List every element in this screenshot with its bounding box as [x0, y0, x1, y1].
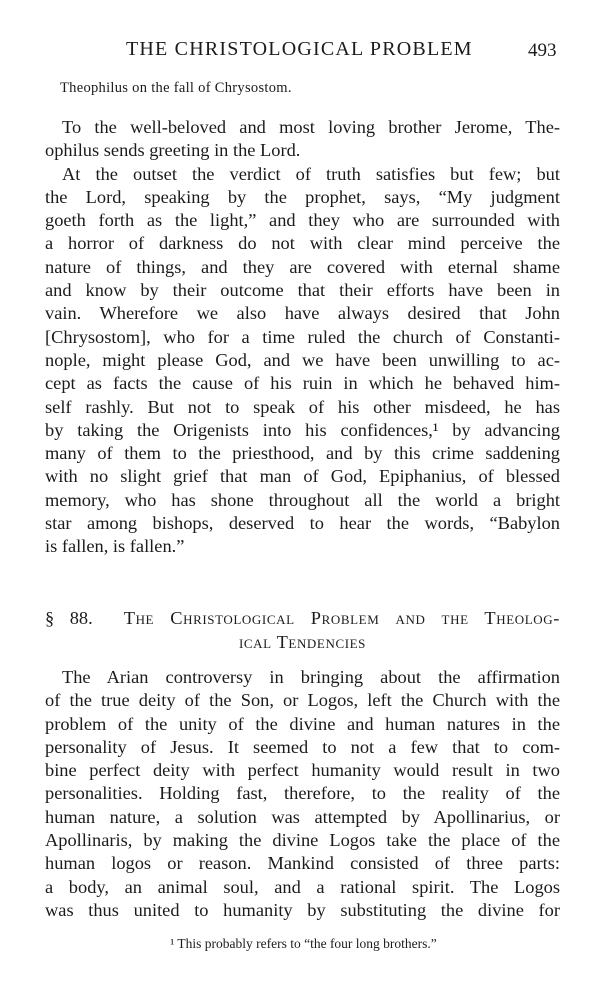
body-line: personality of Jesus. It seemed to not a few that to com- [45, 736, 560, 757]
letter-line: nople, might please God, and we have been unwilling to ac- [45, 349, 560, 370]
letter-line: At the outset the verdict of truth satisfies but few; but [62, 163, 560, 184]
letter-line: the Lord, speaking by the prophet, says, “My judgment [45, 186, 560, 207]
letter-line: many of them to the priesthood, and by this crime saddening [45, 443, 560, 464]
body-line: of the true deity of the Son, or Logos, left the Church with the [45, 690, 560, 711]
letter-line: ophilus sends greeting in the Lord. [45, 140, 301, 161]
section-title-part-2: ical Tendencies [238, 632, 367, 652]
body-line: personalities. Holding fast, therefore, to the reality of the [45, 783, 560, 804]
running-head [0, 38, 607, 64]
body-line: Apollinaris, by making the divine Logos take the place of the [45, 830, 560, 851]
letter-line: with no slight grief that man of God, Epiphanius, of blessed [45, 466, 560, 487]
letter-text [45, 116, 560, 559]
body-line: a body, an animal soul, and a rational spirit. The Logos [45, 876, 560, 897]
letter-line: nature of things, and they are covered with eternal shame [45, 256, 560, 277]
letter-line: is fallen, is fallen.” [45, 536, 185, 557]
body-line: human logos or reason. Mankind consisted of three parts: [45, 853, 560, 874]
letter-line: a horror of darkness do not with clear mind perceive the [45, 233, 560, 254]
body-line: The Arian controversy in bringing about the affirmation [62, 667, 560, 687]
letter-line: star among bishops, deserved to hear the words, “Babylon [45, 513, 560, 534]
letter-line: and know by their outcome that their efforts have been in [45, 280, 560, 301]
letter-line: self rashly. But not to speak of his other misdeed, he has [45, 396, 560, 417]
body-line: was thus united to humanity by substituting the divine for [45, 899, 560, 920]
body-line: bine perfect deity with perfect humanity would result in two [45, 760, 560, 781]
letter-line: To the well-beloved and most loving brother Jerome, The- [62, 117, 560, 137]
letter-line: [Chrysostom], who for a time ruled the church of Constanti- [45, 326, 560, 347]
section-title-part-1: The Christological Problem and the Theolog- [123, 608, 560, 628]
section-heading [45, 606, 560, 654]
letter-line: vain. Wherefore we also have always desired that John [45, 303, 560, 324]
letter-subhead: Theophilus on the fall of Chrysostom. [60, 80, 292, 96]
letter-line: goeth forth as the light,” and they who are surrounded with [45, 210, 560, 231]
body-text [45, 666, 560, 922]
body-line: human nature, a solution was attempted by Apollinarius, or [45, 806, 560, 827]
running-title: THE CHRISTOLOGICAL PROBLEM [126, 38, 473, 60]
page-number: 493 [528, 40, 557, 61]
footnote: ¹ This probably refers to “the four long brothers.” [170, 936, 437, 951]
body-line: problem of the unity of the divine and human natures in the [45, 713, 560, 734]
section-heading-line-1 [45, 606, 560, 630]
section-number: § 88. [45, 608, 93, 628]
letter-line: cept as facts the cause of his ruin in which he behaved him- [45, 373, 560, 394]
letter-line: memory, who has shone throughout all the world a bright [45, 489, 560, 510]
letter-line: by taking the Origenists into his confidences,¹ by advancing [45, 419, 560, 440]
